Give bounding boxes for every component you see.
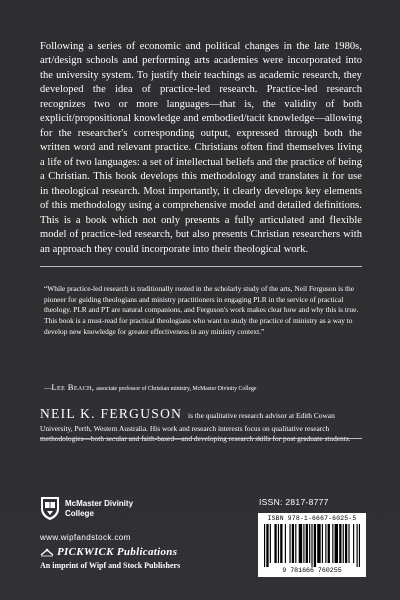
barcode-bar: [306, 524, 308, 563]
barcode-bar: [348, 524, 349, 563]
barcode-bar: [292, 524, 294, 563]
barcode-bar: [299, 524, 302, 563]
barcode-bar: [328, 524, 330, 563]
pickwick-icon: [40, 547, 54, 557]
crest-icon: [40, 496, 60, 521]
logo-line1: McMaster Divinity: [65, 499, 134, 509]
barcode-bar: [335, 524, 338, 563]
publisher-website: www.wipfandstock.com: [40, 533, 131, 542]
barcode-bar: [325, 524, 326, 563]
publisher-logo: [40, 546, 177, 558]
barcode-bar: [353, 524, 354, 563]
endorser-name: Lee Beach,: [51, 382, 95, 392]
barcode-bar: [270, 524, 271, 563]
barcode-bar: [314, 524, 316, 567]
issn: ISSN: 2817-8777: [259, 497, 329, 507]
barcode-bar: [289, 524, 290, 563]
publisher-name: PICKWICK Publications: [57, 546, 178, 558]
barcode-bar: [359, 524, 360, 567]
attribution-dash: —: [44, 383, 52, 392]
barcode-bar: [295, 524, 296, 563]
barcode-bar: [274, 524, 276, 563]
barcode-bar: [309, 524, 310, 563]
barcode-bar: [303, 524, 304, 563]
author-bio: is the qualitative research advisor at Edith Cowan University, Perth, Western Australia. His work and research interests focus on qualitative research methodologies—both secular and faith-based—and developing research skills for post graduate students.: [40, 411, 351, 444]
barcode-bar: [266, 524, 268, 567]
barcode-bar: [285, 524, 286, 563]
barcode-bar: [311, 524, 312, 567]
barcode-bar: [339, 524, 341, 563]
book-description: Following a series of economic and political changes in the late 1980s, art/design schools and performing arts academies were incorporated into the university system. To justify their teachings as academic research, they developed the idea of practice-led research. Practice-led research recognizes two or more languages—that is, the validity of both explicit/propositional knowledge and embodied/tacit knowledge—allowing for the researcher's corresponding output, expressed through both the written word and relevant practice. Christians often find themselves living a life of two languages: a set of intellectual beliefs and the practice of being a Christian. This book develops this methodology and translates it for use in theological research. Most importantly, it clearly develops key elements of this methodology using a comprehensive model and detailed definitions. This is a book which not only presents a fully articulated and flexible model of practice-led research, but also presents Christian researchers with an approach they could incorporate into their theological work.: [40, 41, 362, 255]
barcode-bar: [264, 524, 265, 567]
endorser-role: associate professor of Christian ministry, McMaster Divinity College: [96, 386, 257, 392]
endorsement-quote: “While practice-led research is traditionally rooted in the scholarly study of the arts, Neil Ferguson is the pioneer for guiding theologians and ministry practitioners in engaging PLR in the service of practical theology. PLR and PT are natural companions, and Ferguson's work makes clear how and why this is true. This book is a must-read for practical theologians who want to study the practice of ministry as a way to develop new knowledge for greater effectiveness in any ministry context.”: [44, 284, 359, 336]
barcode-bar: [332, 524, 333, 563]
barcode-bar: [317, 524, 320, 563]
publisher-imprint: An imprint of Wipf and Stock Publishers: [40, 561, 181, 570]
endorsement-attribution: [44, 382, 362, 394]
logo-text: [65, 499, 133, 517]
barcode-panel: [258, 513, 366, 577]
barcode-bar: [280, 524, 282, 563]
barcode-bar: [357, 524, 358, 567]
barcode-bar: [278, 524, 279, 563]
barcode: [264, 524, 360, 567]
isbn: ISBN 978-1-6667-6025-5: [267, 515, 357, 522]
barcode-bar: [345, 524, 347, 563]
divider-bottom: [40, 438, 362, 439]
logo-line2: College: [65, 508, 94, 518]
author-name: NEIL K. FERGUSON: [40, 406, 183, 421]
divider-top: [40, 266, 362, 267]
barcode-bar: [343, 524, 344, 563]
barcode-digits: 9 781666 760255: [282, 567, 342, 574]
mcmaster-logo: [40, 496, 133, 521]
barcode-bar: [322, 524, 323, 563]
